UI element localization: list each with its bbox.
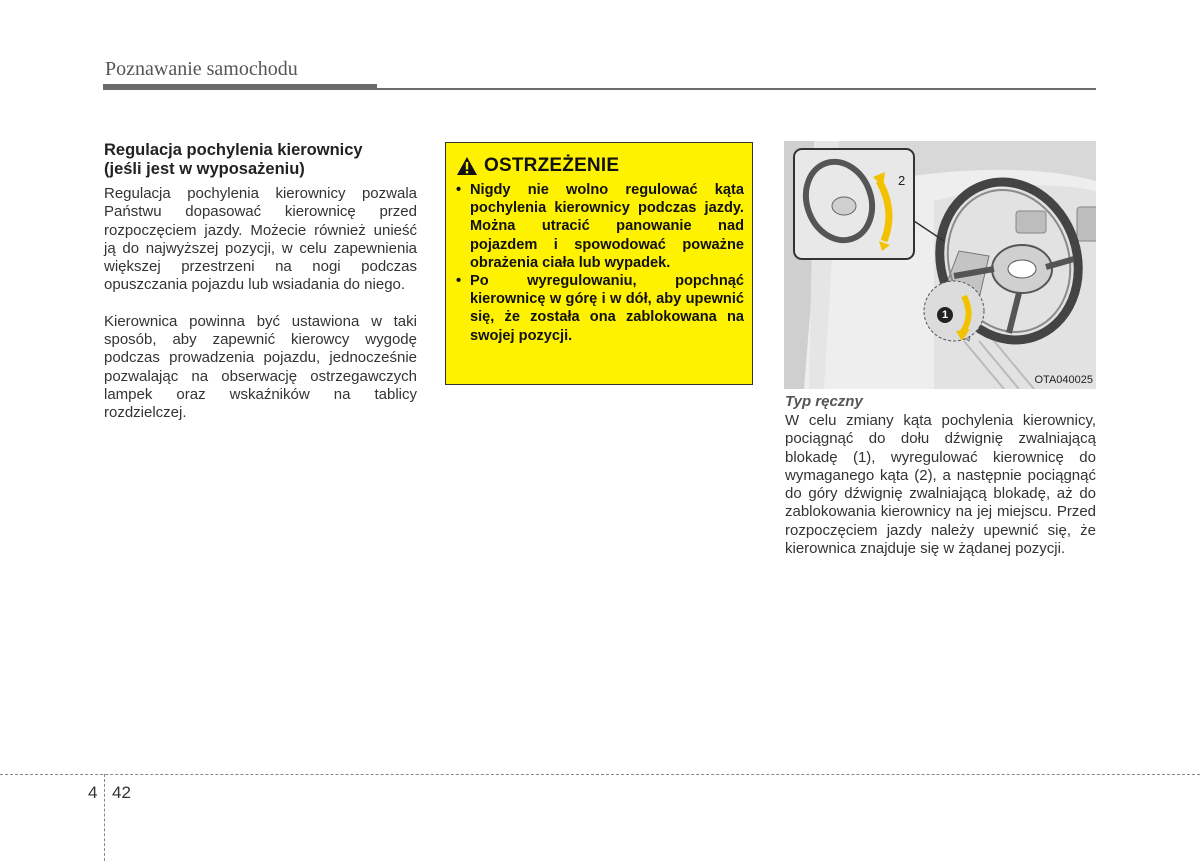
right-column: [785, 393, 1096, 558]
header-rule: [103, 84, 377, 90]
warning-item-text: Po wyregulowaniu, popchnąć kierownicę w górę i w dół, aby upewnić się, że została ona zablokowana na swojej pozycji.: [470, 273, 744, 344]
footer-rule: [0, 774, 1200, 775]
section-title: [104, 141, 417, 179]
positioning-paragraph: Kierownica powinna być ustawiona w taki sposób, aby zapewnić kierowcy wygodę podczas prowadzenia pojazdu, jednocześnie pozwalając na obserwację ostrzegawczych lampek oraz wskaźników na tablicy rozdzielczej.: [104, 312, 417, 422]
warning-header: [456, 155, 744, 177]
callout-1-badge: [937, 307, 953, 323]
chapter-number: 4: [88, 783, 98, 802]
section-title-line2: (jeśli jest w wyposażeniu): [104, 160, 305, 178]
intro-paragraph: Regulacja pochylenia kierownicy pozwala Państwu dopasować kierownicę przed rozpoczęciem jazdy. Możecie również unieść ją do najwyższej pozycji, w celu zapewnienia większej przestrzeni na nogi podczas opuszczania pojazdu lub wsiadania do niego.: [104, 185, 417, 294]
warning-item: [456, 181, 744, 272]
instructions-paragraph: W celu zmiany kąta pochylenia kierownicy, pociągnąć do dołu dźwignię zwalniającą blokadę (1), wyregulować kierownicę do wymaganego kąta (2), a następnie pociągnąć do góry dźwignię zwalniającą blokadę, aż do zablokowania kierownicy na jej miejscu. Przed rozpoczęciem jazdy należy upewnić się, że kierownica znajduje się w żądanej pozycji.: [785, 412, 1096, 558]
bullet-icon: •: [456, 273, 462, 290]
section-title-line1: Regulacja pochylenia kierownicy: [104, 141, 363, 159]
callout-2-label: 2: [898, 173, 906, 188]
callout-1-label: 1: [941, 309, 949, 321]
warning-item-text: Nigdy nie wolno regulować kąta pochylenia kierownicy podczas jazdy. Można utracić panowanie nad pojazdem i spowodować poważne obrażenia ciała lub wypadek.: [470, 182, 744, 271]
warning-triangle-icon: [456, 156, 478, 176]
footer-vertical-rule: [104, 774, 105, 861]
steering-tilt-illustration: [784, 141, 1096, 389]
page-header-title: Poznawanie samochodu: [105, 58, 298, 80]
figure-caption: Typ ręczny: [785, 393, 863, 410]
warning-title: OSTRZEŻENIE: [484, 155, 620, 176]
page-number: 42: [112, 783, 131, 802]
warning-list: [456, 181, 744, 345]
warning-item: [456, 272, 744, 345]
warning-box: [445, 142, 753, 385]
left-column: [104, 141, 417, 441]
illustration-code: OTA040025: [1034, 374, 1093, 386]
header-rule-thin: [377, 88, 1096, 90]
steering-wheel-drawing: [784, 141, 1096, 389]
bullet-icon: •: [456, 182, 462, 198]
